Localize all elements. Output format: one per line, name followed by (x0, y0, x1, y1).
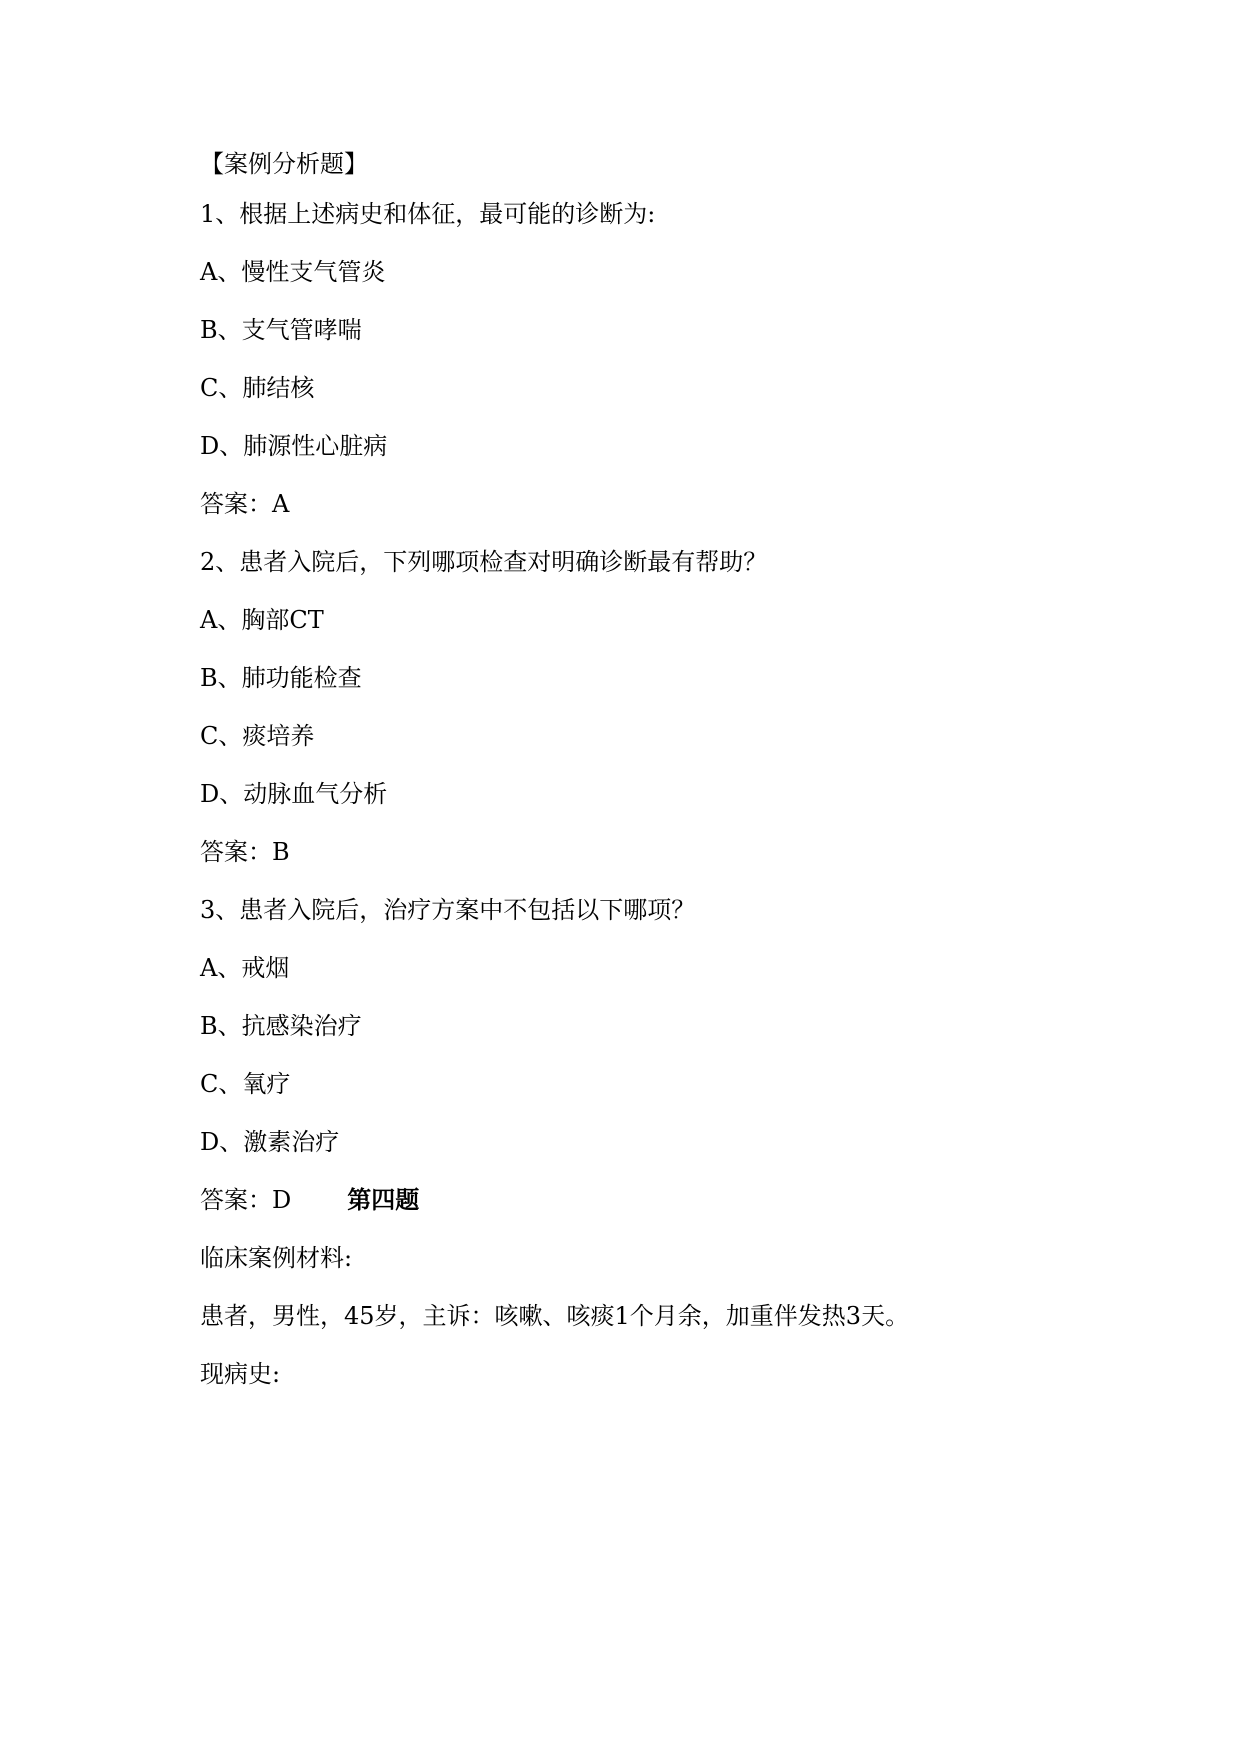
question-1-option-d: D、肺源性心脏病 (200, 432, 388, 460)
question-1-option-a: A、慢性支气管炎 (200, 258, 386, 286)
question-1-option-b: B、支气管哮喘 (200, 316, 362, 344)
question-2-option-b: B、肺功能检查 (200, 664, 362, 692)
present-history-label: 现病史: (200, 1360, 281, 1388)
section-title: 【案例分析题】 (200, 150, 368, 178)
question-1-answer: 答案：A (200, 490, 290, 518)
question-1-option-c: C、肺结核 (200, 374, 315, 402)
question-1-stem: 1、根据上述病史和体征，最可能的诊断为: (200, 200, 656, 228)
question-3-option-c: C、氧疗 (200, 1070, 291, 1098)
question-3-answer: 答案：D (200, 1186, 292, 1214)
question-2-answer: 答案：B (200, 838, 290, 866)
patient-summary: 患者，男性，45岁，主诉：咳嗽、咳痰1个月余，加重伴发热3天。 (200, 1302, 910, 1330)
question-3-option-d: D、激素治疗 (200, 1128, 340, 1156)
question-2-option-d: D、动脉血气分析 (200, 780, 388, 808)
next-question-heading: 第四题 (347, 1186, 420, 1214)
question-3-option-b: B、抗感染治疗 (200, 1012, 362, 1040)
question-3-answer-row (200, 1184, 419, 1216)
question-2-option-c: C、痰培养 (200, 722, 315, 750)
case-material-label: 临床案例材料: (200, 1244, 353, 1272)
question-2-stem: 2、患者入院后，下列哪项检查对明确诊断最有帮助？ (200, 548, 768, 576)
question-3-option-a: A、戒烟 (200, 954, 290, 982)
question-3-stem: 3、患者入院后，治疗方案中不包括以下哪项？ (200, 896, 696, 924)
question-2-option-a: A、胸部CT (200, 606, 324, 634)
